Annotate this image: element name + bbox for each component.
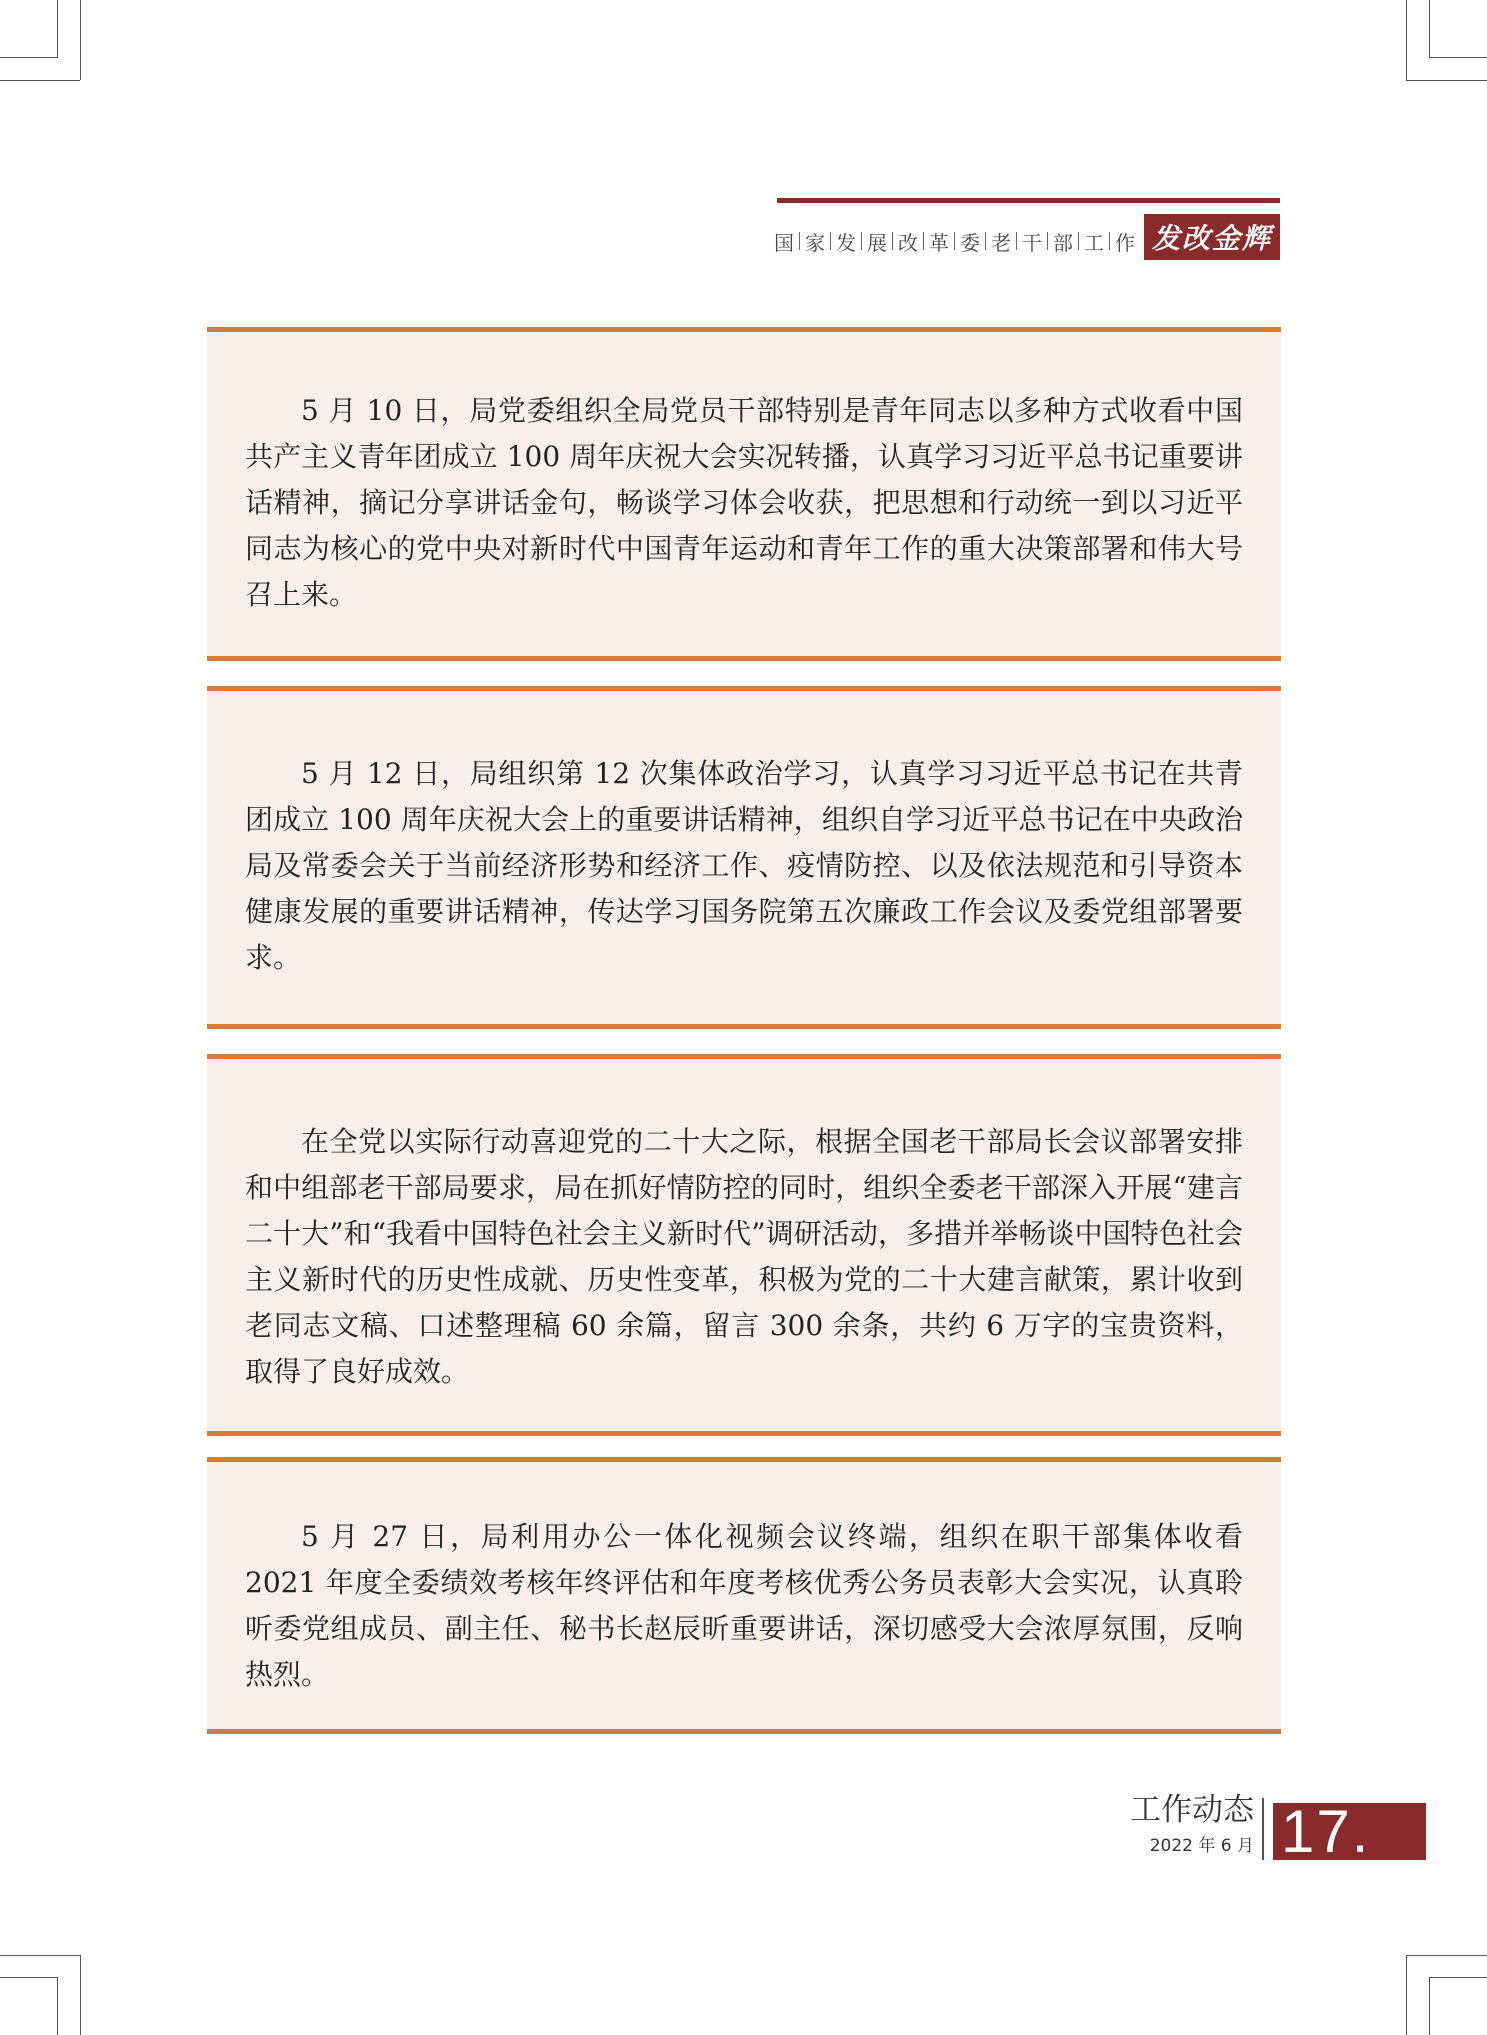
crop-mark-top-left-v	[80, 0, 81, 80]
org-separator	[799, 232, 800, 250]
org-char: 发	[836, 230, 856, 255]
org-separator	[861, 232, 862, 250]
org-char: 委	[960, 230, 980, 255]
org-separator	[923, 232, 924, 250]
issue-date: 2022 年 6 月	[1149, 1836, 1254, 1856]
article-box-4	[207, 1457, 1281, 1734]
org-char: 国	[774, 230, 794, 255]
org-separator	[985, 232, 986, 250]
article-box-2	[207, 686, 1281, 1029]
org-separator	[954, 232, 955, 250]
crop-mark-top-right-v2	[1429, 0, 1430, 58]
article-text-3: 在全党以实际行动喜迎党的二十大之际，根据全国老干部局长会议部署安排和中组部老干部局要求，局在抓好情防控的同时，组织全委老干部深入开展“建言二十大”和“我看中国特色社会主义新时代”调研活动，多措并举畅谈中国特色社会主义新时代的历史性成就、历史性变革，积极为党的二十大建言献策，累计收到老同志文稿、口述整理稿 60 余篇，留言 300 余条，共约 6 万字的宝贵资料，取得了良好成效。	[245, 1125, 1243, 1388]
crop-mark-top-left-h2	[0, 57, 58, 58]
header-rule	[777, 198, 1280, 203]
article-text-1: 5 月 10 日，局党委组织全局党员干部特别是青年同志以多种方式收看中国共产主义青年团成立 100 周年庆祝大会实况转播，认真学习习近平总书记重要讲话精神，摘记分享讲话金句，畅谈学习体会收获，把思想和行动统一到以习近平同志为核心的党中央对新时代中国青年运动和青年工作的重大决策部署和伟大号召上来。	[245, 394, 1243, 611]
crop-mark-bottom-left-v	[80, 1955, 81, 2035]
org-char: 作	[1115, 230, 1135, 255]
header-org-name	[774, 222, 1135, 260]
crop-mark-bottom-right-v2	[1429, 1977, 1430, 2035]
org-separator	[892, 232, 893, 250]
section-title: 工作动态	[1130, 1792, 1254, 1828]
org-separator	[830, 232, 831, 250]
crop-mark-top-right-h2	[1429, 57, 1487, 58]
org-separator	[1109, 232, 1110, 250]
org-char: 家	[805, 230, 825, 255]
crop-mark-bottom-right-h	[1406, 1955, 1487, 1956]
org-char: 干	[1022, 230, 1042, 255]
crop-mark-bottom-left-v2	[57, 1977, 58, 2035]
org-separator	[1047, 232, 1048, 250]
crop-mark-bottom-left-h	[0, 1955, 80, 1956]
article-box-3	[207, 1054, 1281, 1436]
org-char: 老	[991, 230, 1011, 255]
org-char: 工	[1084, 230, 1104, 255]
header-brand-logo: 发改金辉	[1144, 214, 1280, 260]
page-number: 17.	[1273, 1803, 1426, 1860]
crop-mark-bottom-right-v	[1406, 1955, 1407, 2035]
crop-mark-top-right-h	[1406, 80, 1487, 81]
org-char: 部	[1053, 230, 1073, 255]
org-char: 展	[867, 230, 887, 255]
org-separator	[1078, 232, 1079, 250]
crop-mark-top-right-v	[1406, 0, 1407, 80]
crop-mark-top-left-v2	[57, 0, 58, 58]
crop-mark-bottom-left-h2	[0, 1977, 58, 1978]
article-text-4: 5 月 27 日，局利用办公一体化视频会议终端，组织在职干部集体收看 2021 年度全委绩效考核年终评估和年度考核优秀公务员表彰大会实况，认真聆听委党组成员、副主任、秘书长赵辰昕重要讲话，深切感受大会浓厚氛围，反响热烈。	[245, 1520, 1243, 1691]
org-separator	[1016, 232, 1017, 250]
article-box-1	[207, 327, 1281, 661]
article-text-2: 5 月 12 日，局组织第 12 次集体政治学习，认真学习习近平总书记在共青团成立 100 周年庆祝大会上的重要讲话精神，组织自学习近平总书记在中央政治局及常委会关于当前经济形势和经济工作、疫情防控、以及依法规范和引导资本健康发展的重要讲话精神，传达学习国务院第五次廉政工作会议及委党组部署要求。	[245, 757, 1243, 974]
footer-separator	[1262, 1798, 1264, 1860]
org-char: 革	[929, 230, 949, 255]
crop-mark-bottom-right-h2	[1429, 1977, 1487, 1978]
org-char: 改	[898, 230, 918, 255]
crop-mark-top-left-h	[0, 80, 80, 81]
